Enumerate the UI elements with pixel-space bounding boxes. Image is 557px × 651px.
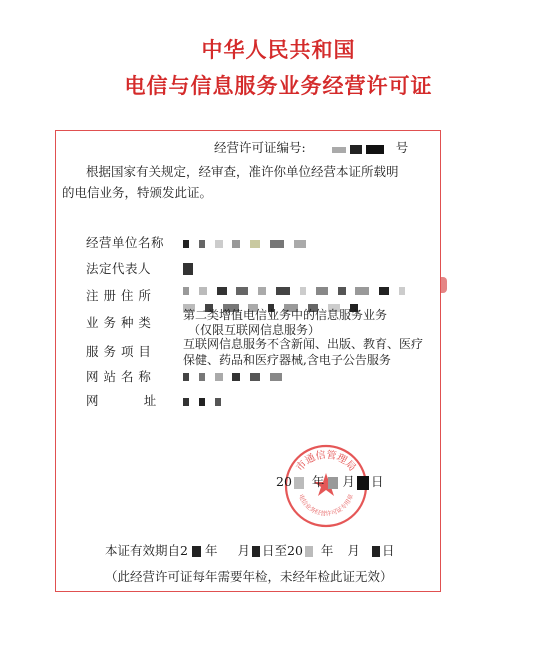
issue-day-redacted: [357, 476, 369, 490]
business-type-line-1: 第二类增值电信业务中的信息服务业务: [183, 308, 388, 322]
company-name-redacted: [183, 236, 312, 250]
issue-year-char: 年: [311, 474, 325, 489]
annual-inspection-note: （此经营许可证每年需要年检，未经年检此证无效）: [105, 569, 393, 584]
validity-end-year-redacted: [305, 546, 313, 557]
service-items-line-2: 保健、药品和医疗器械,含电子公告服务: [183, 353, 391, 367]
license-number-row: [214, 138, 408, 156]
issue-year-redacted: [294, 477, 304, 489]
issue-month-redacted: [328, 477, 338, 489]
legal-rep-label: 法定代表人: [86, 261, 152, 276]
seal-bottom-text: 电信业务经营许可证专用章: [297, 493, 355, 518]
validity-month-char-2: 月: [347, 543, 360, 558]
business-type-line-2: （仅限互联网信息服务）: [188, 323, 321, 337]
validity-end-day-redacted: [372, 546, 380, 557]
frame-side-mark: [441, 277, 447, 293]
validity-start-day-redacted: [252, 546, 260, 557]
site-name-redacted: [183, 369, 288, 383]
svg-text:电信业务经营许可证专用章: [297, 493, 355, 518]
validity-year-char: 年: [204, 543, 218, 558]
company-name-label: 经营单位名称: [86, 235, 165, 250]
license-number-redacted: [310, 143, 392, 155]
validity-period: [105, 541, 394, 559]
intro-line-1: 根据国家有关规定，经审查，准许你单位经营本证所载明: [86, 164, 399, 179]
intro-line-2: 的电信业务，特颁发此证。: [62, 185, 213, 200]
certificate-title-country: 中华人民共和国: [201, 38, 356, 62]
validity-start-year-redacted: [192, 546, 201, 557]
certificate-title-license: 电信与信息服务业务经营许可证: [124, 74, 433, 98]
validity-day-to: 日至20: [262, 543, 303, 558]
issue-day-char: 日: [370, 474, 384, 489]
validity-prefix: 本证有效期自2: [105, 543, 188, 558]
service-items-line-1: 互联网信息服务不含新闻、出版、教育、医疗: [183, 337, 424, 351]
validity-month-char: 月: [237, 543, 250, 558]
service-items-label: 服 务 项 目: [86, 344, 152, 359]
legal-rep-redacted: [183, 261, 199, 275]
seal-top-text: 市通信管理局: [294, 449, 358, 474]
license-number-suffix: 号: [395, 140, 409, 155]
business-type-label: 业 务 种 类: [86, 315, 152, 330]
license-number-label: 经营许可证编号:: [214, 140, 306, 155]
site-name-label: 网 站 名 称: [86, 369, 152, 384]
issue-year-prefix: 20: [276, 474, 292, 489]
address-label: 注 册 住 所: [86, 288, 152, 303]
issue-date: [276, 472, 383, 490]
issue-month-char: 月: [342, 474, 355, 489]
url-label: 网 址: [86, 393, 157, 408]
validity-year-char-2: 年: [320, 543, 334, 558]
validity-day-char-2: 日: [381, 543, 395, 558]
url-redacted: [183, 394, 227, 408]
